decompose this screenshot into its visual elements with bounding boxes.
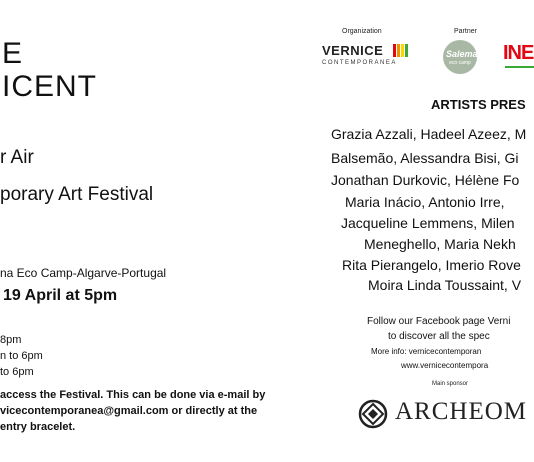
artist-line: Grazia Azzali, Hadeel Azeez, M [331,126,527,142]
artists-heading: ARTISTS PRES [431,97,526,112]
salema-logo-name: Salema [446,49,478,59]
main-sponsor-label: Main sponsor [432,381,469,387]
subtitle-air: r Air [0,147,34,168]
artist-line: Balsemão, Alessandra Bisi, Gi [331,150,519,166]
salema-logo [443,40,477,74]
artist-line: Moira Linda Toussaint, V [368,277,522,293]
access-line-3: entry bracelet. [0,421,76,433]
hours-line-3: to 6pm [0,366,34,378]
location-text: na Eco Camp-Algarve-Portugal [0,266,167,280]
artist-line: Jacqueline Lemmens, Milen [341,215,515,231]
organization-label: Organization [342,28,382,35]
archeom-logo-icon [358,399,388,429]
follow-line-1: Follow our Facebook page Verni [367,316,511,327]
salema-logo-sub: eco camp [449,60,471,66]
subtitle-festival: porary Art Festival [0,184,154,205]
access-line-1: access the Festival. This can be done via e-mail by [0,389,266,401]
hours-line-1: 8pm [0,334,22,346]
more-info-line-2: www.vernicecontempora [401,361,489,370]
artist-line: Jonathan Durkovic, Hélène Fo [331,172,520,188]
artist-line: Meneghello, Maria Nekh [364,236,516,252]
vernice-logo-sub: CONTEMPORANEA [322,60,397,66]
hours-line-2: n to 6pm [0,350,43,362]
vernice-bars-icon [393,44,409,57]
vernice-logo-name: VERNICE [322,43,384,58]
artist-line: Maria Inácio, Antonio Irre, [345,194,505,210]
partner-label: Partner [454,28,477,35]
sponsor-name: ARCHEOM [395,398,528,425]
title-line-2: ICENT [2,70,97,103]
more-info-line-1: More info: vernicecontemporan [371,347,482,356]
ine-logo [503,42,534,72]
ine-logo-name: INE [503,42,534,64]
access-line-2: vicecontemporanea@gmail.com or directly at the [0,405,258,417]
ine-logo-underline [505,66,534,68]
follow-line-2: to discover all the spec [388,331,490,342]
title-line-1: E [2,37,24,70]
artist-line: Rita Pierangelo, Imerio Rove [342,257,521,273]
vernice-logo [322,43,414,71]
opening-date: 19 April at 5pm [3,287,118,304]
